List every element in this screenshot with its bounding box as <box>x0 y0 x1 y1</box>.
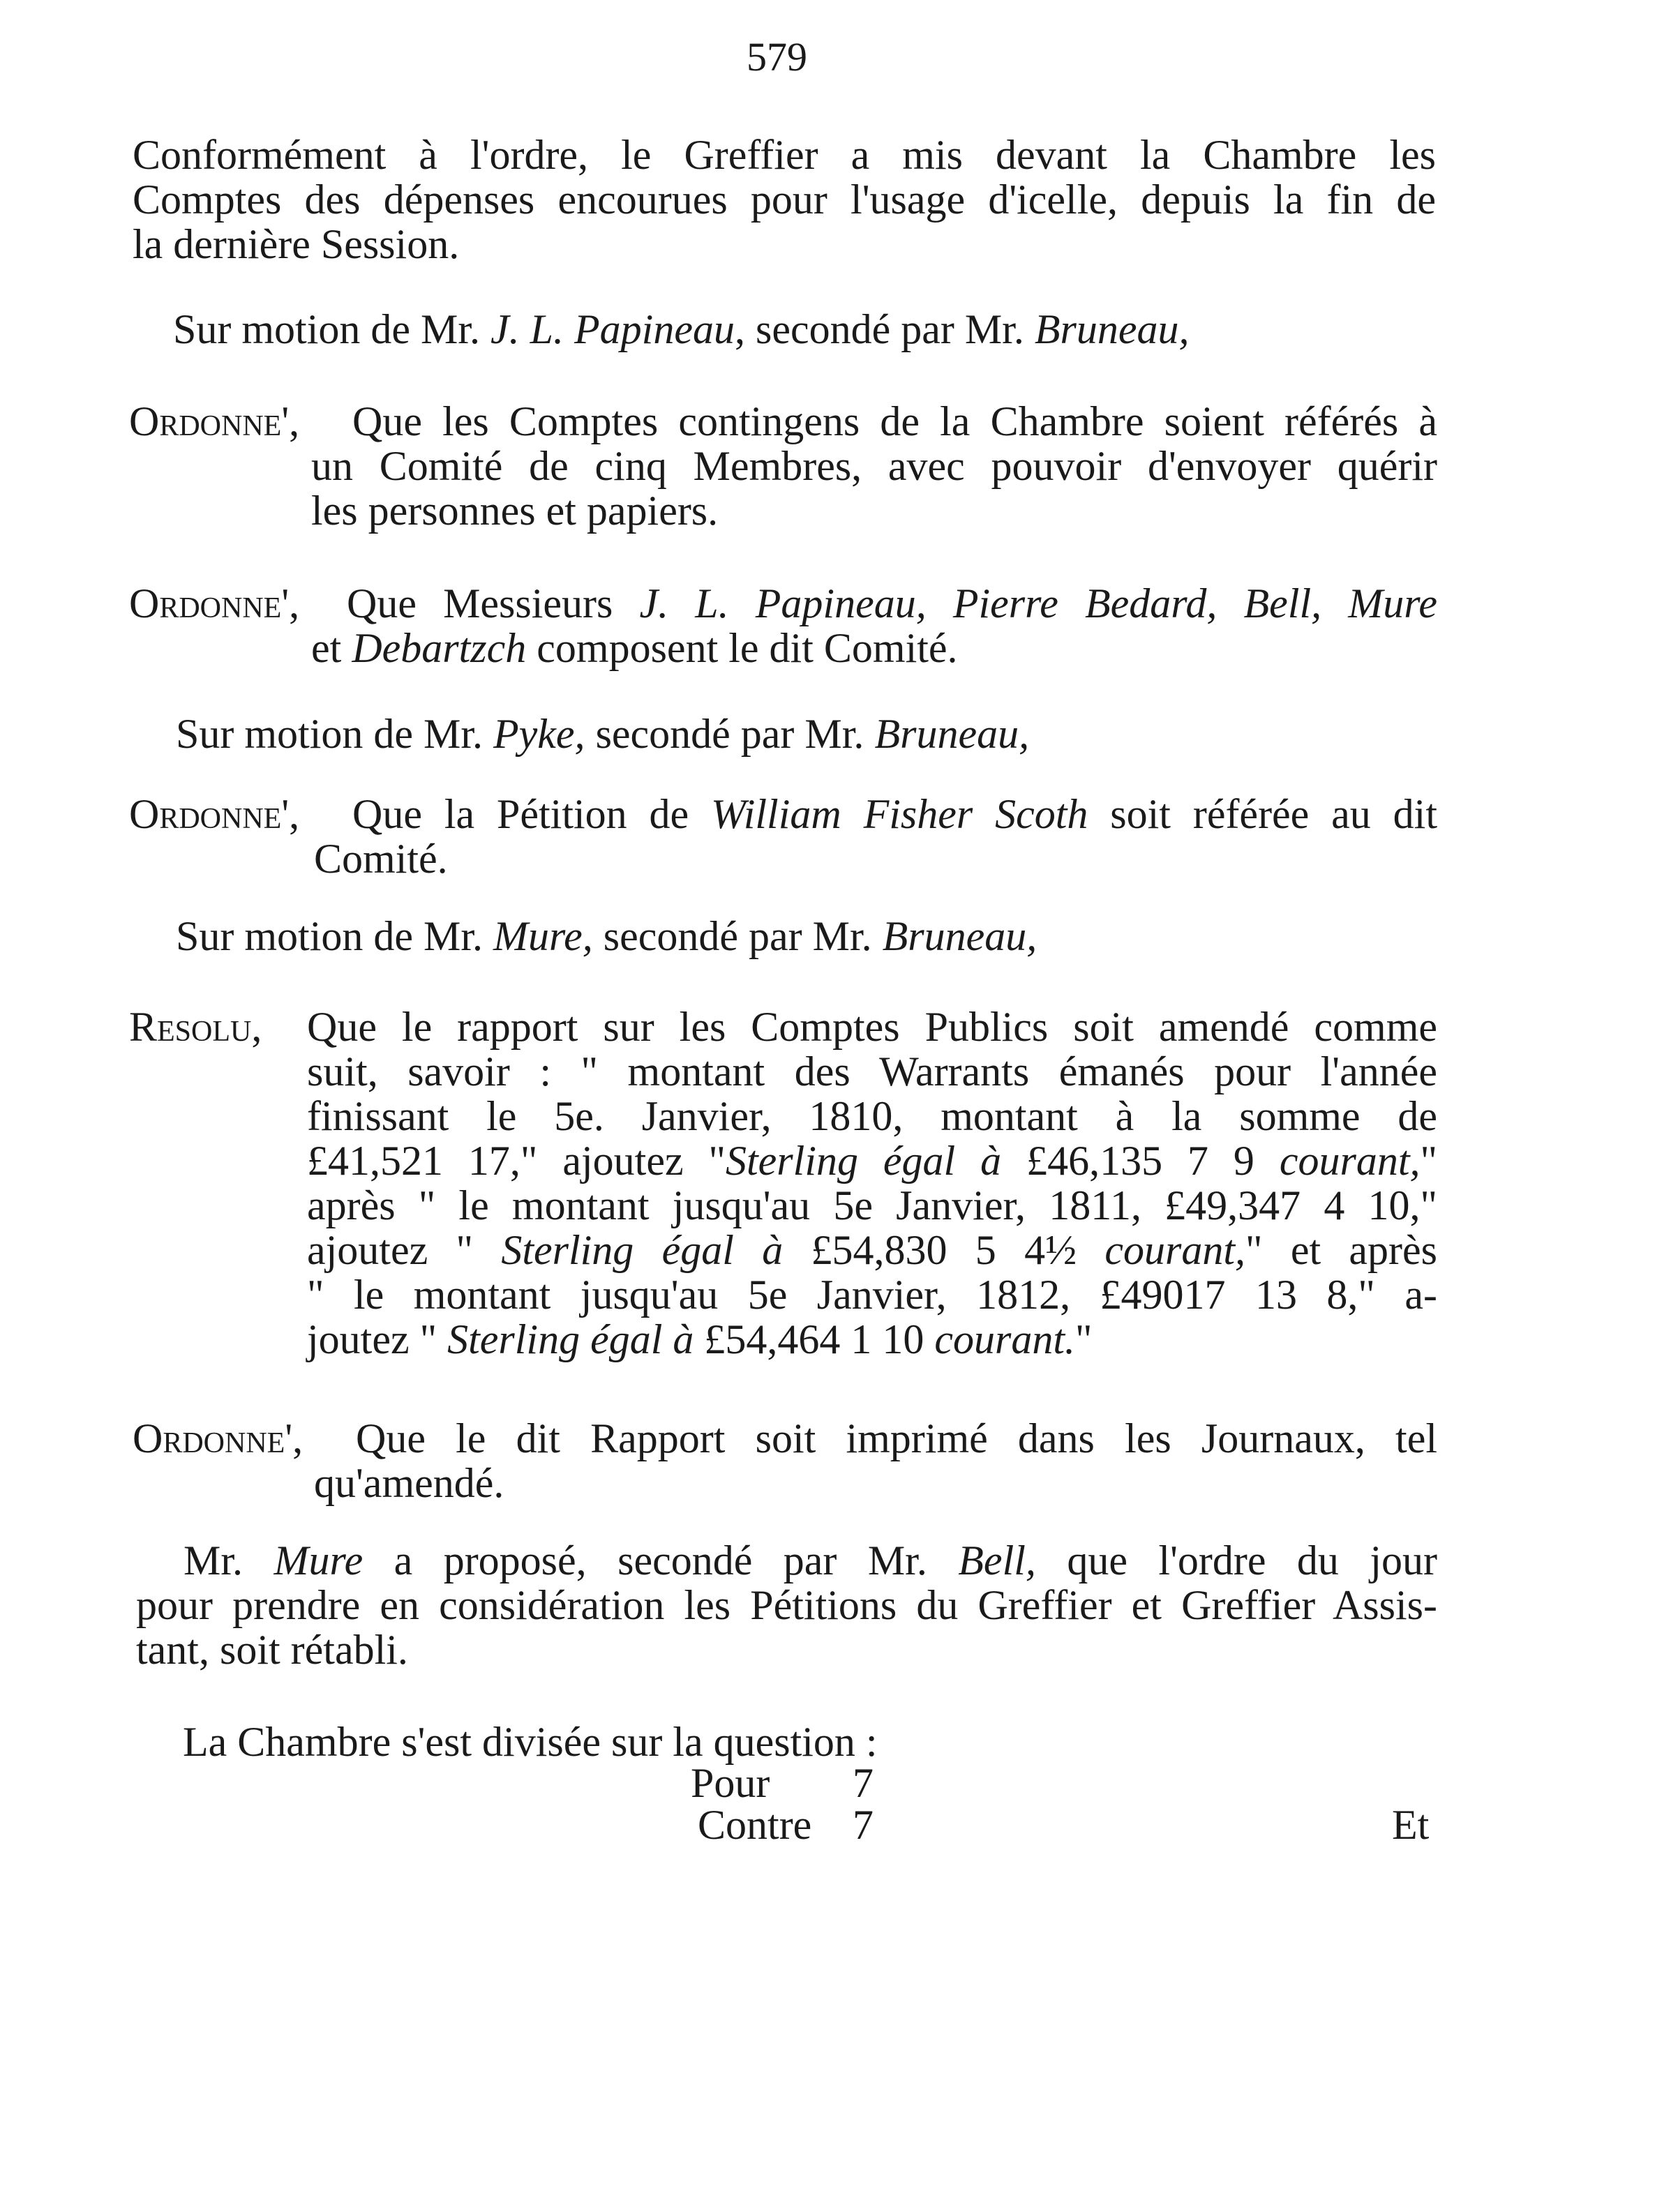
text-line: Comptes des dépenses encourues pour l'usage d'icelle, depuis la fin de <box>133 176 1436 223</box>
order-text: Que les Comptes contingens de la Chambre soient référés à <box>352 398 1437 444</box>
order-text-cont: et Debartzch composent le dit Comité. <box>311 625 958 671</box>
text: , secondé par Mr. <box>734 306 1035 352</box>
paragraph-proposal: Mr. Mure a proposé, secondé par Mr. Bell, que l'ordre du jour pour prendre en considération les Pétitions du Greffier et Greffier Assis- tant, soit rétabli. <box>136 1537 1437 1673</box>
order-text-cont: qu'amendé. <box>314 1460 504 1506</box>
committee-names: J. L. Papineau, Pierre Bedard, Bell, Mure <box>639 580 1437 626</box>
vote-pour-value: 7 <box>853 1760 874 1806</box>
catchword: Et <box>1392 1802 1430 1848</box>
vote-contre-value: 7 <box>853 1802 874 1848</box>
committee-name: Debartzch <box>352 625 527 671</box>
mover-name: Pyke, <box>493 711 585 757</box>
resolution-label: Resolu, <box>129 1004 262 1050</box>
division-intro: La Chambre s'est divisée sur la question : <box>183 1719 878 1765</box>
order-text: Que Messieurs J. L. Papineau, Pierre Bedard, Bell, Mure <box>347 580 1437 626</box>
order-text: Que le dit Rapport soit imprimé dans les Journaux, tel <box>356 1415 1437 1461</box>
order-label: Ordonne', <box>129 791 300 837</box>
mover-name: J. L. Papineau <box>490 306 735 352</box>
motion-papineau <box>173 307 1189 352</box>
text-line: Conformément à l'ordre, le Greffier a mis devant la Chambre les <box>133 132 1436 178</box>
seconder-name: Bruneau, <box>874 711 1030 757</box>
seconder-name: Bruneau, <box>882 913 1037 959</box>
text: Sur motion de Mr. <box>173 306 491 352</box>
petitioner-name: William Fisher Scoth <box>711 791 1088 837</box>
vote-contre-label: Contre <box>698 1802 812 1848</box>
paragraph-accounts <box>133 133 1436 266</box>
order-text-cont: un Comité de cinq Membres, avec pouvoir d'envoyer quérir les personnes et papiers. <box>311 443 1437 534</box>
order-label: Ordonne', <box>133 1415 304 1461</box>
mover-name: Mure, <box>493 913 593 959</box>
page-number: 579 <box>747 34 807 80</box>
order-text: Que la Pétition de William Fisher Scoth soit référée au dit <box>352 791 1438 837</box>
seconder-name: Bruneau, <box>1034 306 1190 352</box>
order-label: Ordonne', <box>129 398 300 444</box>
order-label: Ordonne', <box>129 580 300 626</box>
order-text-cont: Comité. <box>314 836 448 882</box>
vote-pour-label: Pour <box>691 1760 770 1806</box>
motion-pyke: Sur motion de Mr. Pyke, secondé par Mr. Bruneau, <box>176 711 1030 757</box>
text-line: la dernière Session. <box>133 221 460 267</box>
motion-mure: Sur motion de Mr. Mure, secondé par Mr. Bruneau, <box>176 913 1037 959</box>
resolution-text: Que le rapport sur les Comptes Publics soit amendé comme suit, savoir : " montant des Warrants émanés pour l'année finissant le 5e. Janvier, 1810, montant à la somme de £41,521 17," ajoutez "Sterling égal à £46,135 7 9 courant," après " le montant jusqu'au 5e Janvier, 1811, £49,347 4 10," ajoutez " Sterling égal à £54,830 5 4½ courant," et après " le montant jusqu'au 5e Janvier, 1812, £49017 13 8," a- joutez " Sterling égal à £54,464 1 10 courant." <box>307 1004 1438 1362</box>
